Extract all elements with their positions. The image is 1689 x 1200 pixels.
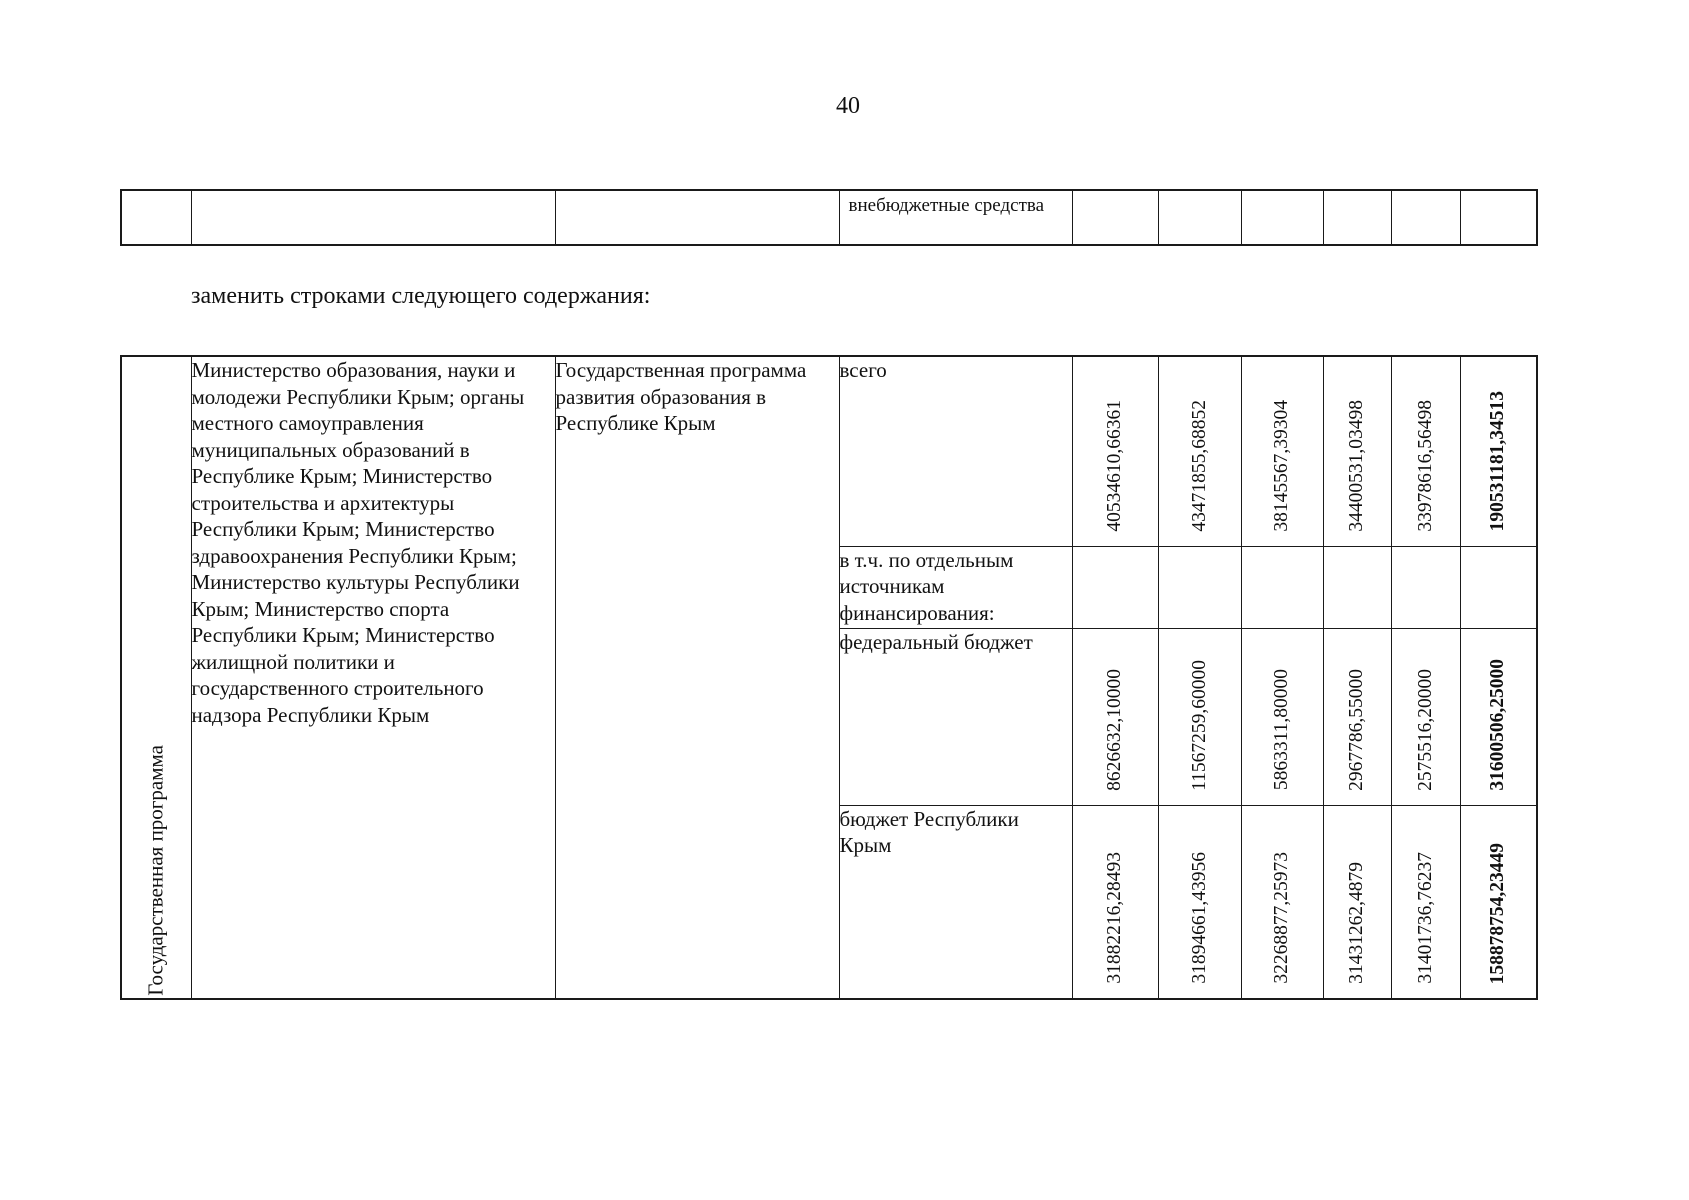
value-cell bbox=[1158, 805, 1241, 999]
table-row bbox=[121, 356, 1537, 546]
empty-cell bbox=[191, 190, 555, 245]
value-cell bbox=[1323, 356, 1391, 546]
total-text: 190531181,34513 bbox=[1487, 391, 1509, 532]
value-text: 34400531,03498 bbox=[1346, 399, 1367, 532]
value-cell bbox=[1241, 628, 1323, 805]
program-type-cell bbox=[121, 356, 191, 999]
value-cell bbox=[1072, 356, 1158, 546]
empty-cell bbox=[1460, 546, 1537, 628]
empty-cell bbox=[1241, 546, 1323, 628]
funding-source-cell: бюджет Республики Крым bbox=[839, 805, 1072, 999]
value-cell bbox=[1391, 628, 1460, 805]
empty-cell bbox=[1072, 546, 1158, 628]
value-cell bbox=[1323, 805, 1391, 999]
total-cell bbox=[1460, 356, 1537, 546]
replacement-instruction: заменить строками следующего содержания: bbox=[191, 283, 651, 309]
empty-cell bbox=[1158, 190, 1241, 245]
empty-cell bbox=[121, 190, 191, 245]
value-cell bbox=[1391, 805, 1460, 999]
program-type-label: Государственная программа bbox=[143, 745, 168, 996]
value-text: 8626632,10000 bbox=[1104, 668, 1125, 791]
total-text: 31600506,25000 bbox=[1487, 658, 1509, 791]
previous-table-fragment bbox=[120, 189, 1538, 246]
value-text: 40534610,66361 bbox=[1104, 399, 1125, 532]
value-text: 31401736,76237 bbox=[1414, 852, 1436, 984]
value-cell bbox=[1072, 805, 1158, 999]
empty-cell bbox=[1460, 190, 1537, 245]
program-funding-table bbox=[120, 355, 1538, 1000]
value-cell bbox=[1241, 356, 1323, 546]
value-text: 33978616,56498 bbox=[1414, 399, 1436, 532]
empty-cell bbox=[555, 190, 839, 245]
value-cell bbox=[1391, 356, 1460, 546]
value-text: 2575516,20000 bbox=[1414, 668, 1436, 791]
value-cell bbox=[1241, 805, 1323, 999]
value-cell bbox=[1323, 628, 1391, 805]
value-text: 43471855,68852 bbox=[1188, 399, 1210, 532]
empty-cell bbox=[1323, 546, 1391, 628]
empty-cell bbox=[1323, 190, 1391, 245]
value-cell bbox=[1158, 628, 1241, 805]
page-number: 40 bbox=[836, 93, 860, 119]
value-text: 38145567,39304 bbox=[1271, 399, 1292, 532]
empty-cell bbox=[1391, 190, 1460, 245]
value-text: 11567259,60000 bbox=[1188, 659, 1210, 791]
total-cell bbox=[1460, 628, 1537, 805]
empty-cell bbox=[1241, 190, 1323, 245]
value-text: 31882216,28493 bbox=[1104, 852, 1125, 984]
empty-cell bbox=[1158, 546, 1241, 628]
empty-cell bbox=[1072, 190, 1158, 245]
value-text: 31431262,4879 bbox=[1346, 862, 1367, 984]
funding-source-cell: всего bbox=[839, 356, 1072, 546]
empty-cell bbox=[1391, 546, 1460, 628]
value-text: 31894661,43956 bbox=[1188, 852, 1210, 984]
funding-source-cell: федеральный бюджет bbox=[839, 628, 1072, 805]
value-text: 32268877,25973 bbox=[1271, 852, 1292, 984]
total-cell bbox=[1460, 805, 1537, 999]
executors-cell: Министерство образования, науки и молодежи Республики Крым; органы местного самоуправления муниципальных образований в Республике Крым; Министерство строительства и архитектуры Республики Крым; Министерство здравоохранения Республики Крым; Министерство культуры Республики Крым; Министерство спорта Республики Крым; Министерство жилищной политики и государственного строительного надзора Республики Крым bbox=[191, 356, 555, 999]
funding-source-cell: внебюджетные средства bbox=[839, 190, 1072, 245]
program-name-cell: Государственная программа развития образования в Республике Крым bbox=[555, 356, 839, 999]
value-cell bbox=[1158, 356, 1241, 546]
value-text: 5863311,80000 bbox=[1271, 669, 1292, 791]
value-text: 2967786,55000 bbox=[1346, 668, 1367, 791]
funding-source-cell: в т.ч. по отдельным источникам финансирования: bbox=[839, 546, 1072, 628]
total-text: 158878754,23449 bbox=[1487, 842, 1509, 984]
value-cell bbox=[1072, 628, 1158, 805]
